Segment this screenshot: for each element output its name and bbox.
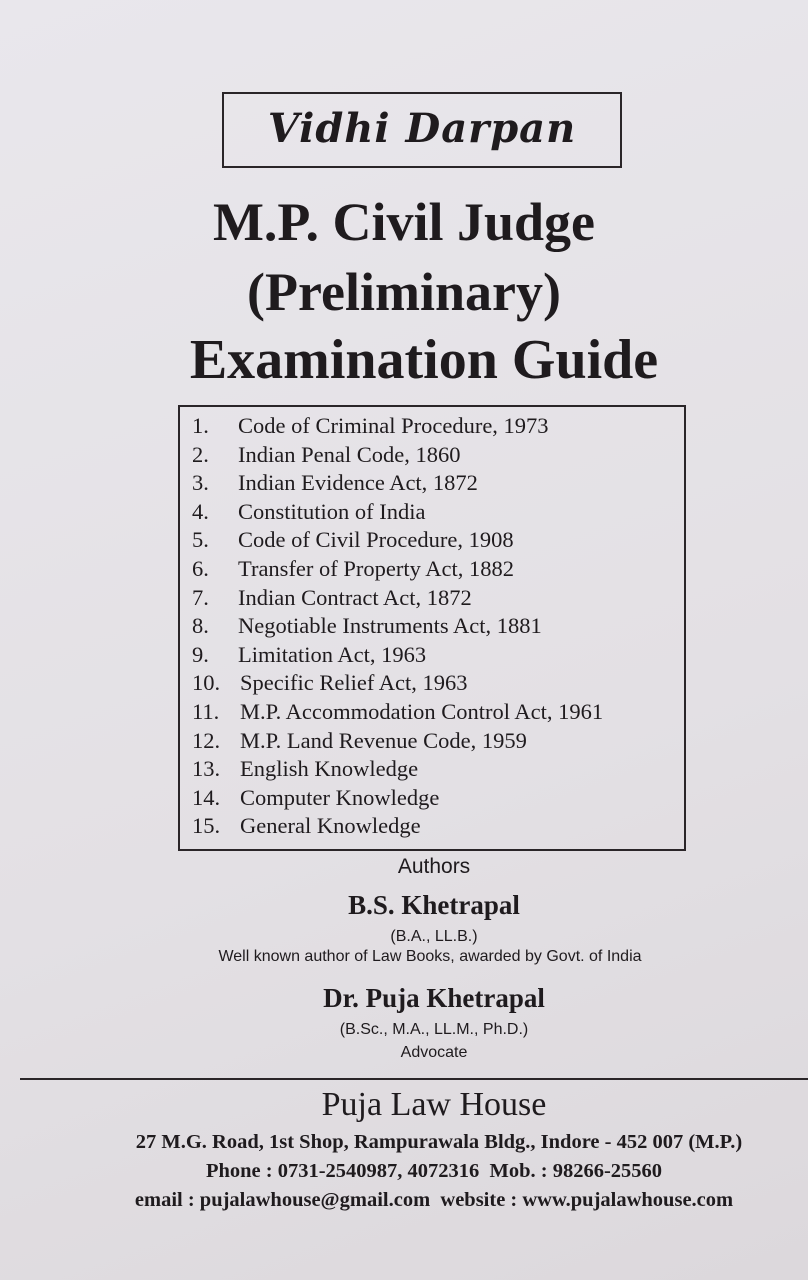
contents-item-label: Indian Penal Code, 1860 (238, 441, 461, 467)
contents-item (192, 469, 684, 498)
series-title: Vidhi Darpan (222, 92, 622, 168)
contents-item (192, 498, 684, 527)
author-1-degrees: (B.A., LL.B.) (390, 928, 478, 945)
contents-item (192, 641, 684, 670)
contents-item-label: Code of Criminal Procedure, 1973 (238, 413, 549, 438)
contents-item (192, 584, 684, 613)
contents-item-number: 7. (192, 584, 209, 610)
divider (20, 1078, 808, 1080)
author-1-note: Well known author of Law Books, awarded by Govt. of India (218, 948, 642, 965)
contents-item-number: 15. (192, 813, 221, 839)
contents-item (192, 698, 684, 727)
contents-item-label: Indian Evidence Act, 1872 (238, 470, 478, 496)
contents-item-label: Limitation Act, 1963 (238, 641, 427, 667)
contents-item (192, 784, 684, 813)
contents-item-number: 6. (192, 555, 209, 581)
contents-item (192, 755, 684, 784)
contents-item-label: Specific Relief Act, 1963 (240, 670, 468, 696)
contents-item-label: Code of Civil Procedure, 1908 (238, 527, 514, 553)
contents-item-number: 10. (192, 670, 221, 696)
publisher-address: 27 M.G. Road, 1st Shop, Rampurawala Bldg., Indore - 452 007 (M.P.) (135, 1131, 743, 1153)
contents-item-label: Constitution of India (238, 498, 426, 524)
contents-item-label: English Knowledge (240, 756, 419, 782)
contents-item (192, 812, 684, 841)
publisher-name: Puja Law House (321, 1086, 547, 1123)
contents-item-number: 4. (192, 498, 209, 524)
contents-item-label: Indian Contract Act, 1872 (238, 584, 472, 610)
contents-item-number: 14. (192, 784, 221, 810)
contents-item-number: 2. (192, 441, 209, 467)
book-title-line2: (Preliminary) (247, 262, 561, 322)
authors-heading: Authors (397, 855, 471, 878)
contents-item-label: M.P. Land Revenue Code, 1959 (240, 727, 527, 753)
contents-item-label: M.P. Accommodation Control Act, 1961 (240, 698, 604, 724)
contents-item (192, 612, 684, 641)
contents-item (192, 555, 684, 584)
contents-list (178, 405, 686, 851)
author-2-name: Dr. Puja Khetrapal (323, 983, 545, 1013)
book-title-line3: Examination Guide (189, 329, 659, 391)
contents-item-label: Transfer of Property Act, 1882 (238, 555, 515, 581)
book-title-line1: M.P. Civil Judge (212, 192, 596, 252)
author-1-name: B.S. Khetrapal (348, 890, 520, 920)
contents-item (192, 669, 684, 698)
contents-item (192, 412, 684, 441)
author-2-degrees: (B.Sc., M.A., LL.M., Ph.D.) (339, 1021, 529, 1038)
publisher-phone: Phone : 0731-2540987, 4072316 Mob. : 98266-25560 (205, 1160, 663, 1182)
contents-item-label: Negotiable Instruments Act, 1881 (238, 613, 542, 639)
contents-item-number: 9. (192, 641, 209, 667)
contents-item (192, 526, 684, 555)
contents-item (192, 727, 684, 756)
contents-item-number: 1. (192, 413, 209, 438)
contents-item-label: Computer Knowledge (240, 784, 440, 810)
contents-item-number: 8. (192, 613, 209, 639)
contents-item-number: 11. (192, 698, 220, 724)
contents-item-number: 5. (192, 527, 209, 553)
author-2-note: Advocate (400, 1044, 468, 1061)
contents-item-number: 13. (192, 756, 221, 782)
publisher-contact: email : pujalawhouse@gmail.com website : www.pujalawhouse.com (134, 1189, 734, 1211)
contents-item-number: 12. (192, 727, 221, 753)
contents-item-label: General Knowledge (240, 813, 421, 839)
contents-item (192, 441, 684, 470)
contents-item-number: 3. (192, 470, 209, 496)
